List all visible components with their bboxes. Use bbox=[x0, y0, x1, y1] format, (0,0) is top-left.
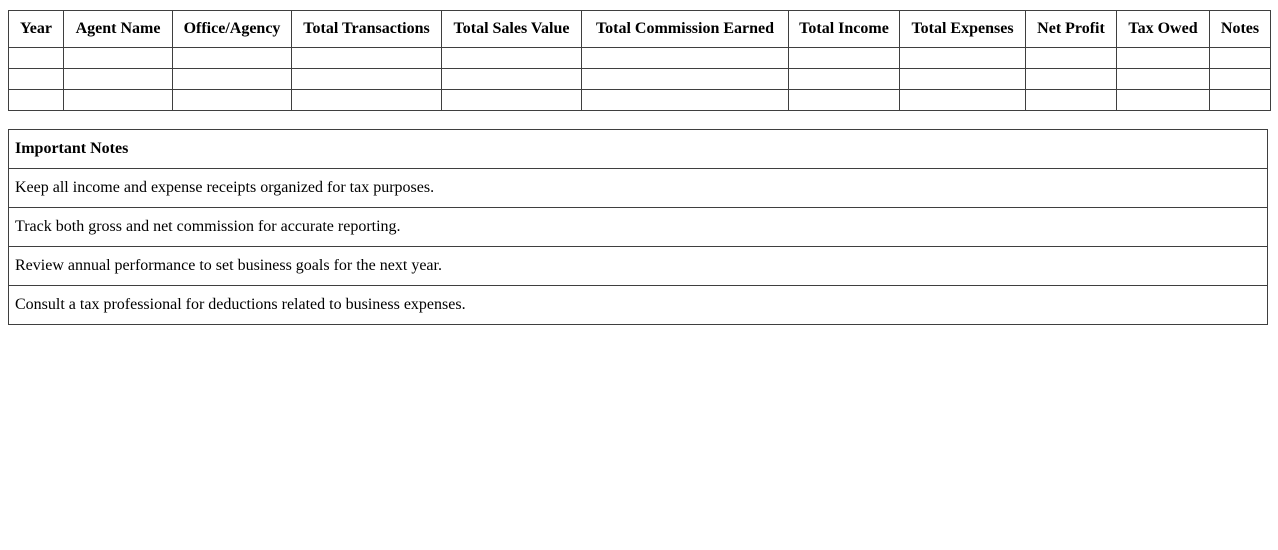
empty-cell bbox=[64, 48, 173, 69]
empty-cell bbox=[442, 69, 582, 90]
empty-cell bbox=[900, 48, 1026, 69]
empty-cell bbox=[789, 90, 900, 111]
column-header-total-commission-earned: Total Commission Earned bbox=[582, 11, 789, 48]
empty-cell bbox=[9, 48, 64, 69]
empty-cell bbox=[1117, 69, 1210, 90]
column-header-total-expenses: Total Expenses bbox=[900, 11, 1026, 48]
commission-empty-row bbox=[9, 90, 1271, 111]
empty-cell bbox=[900, 69, 1026, 90]
commission-header-row bbox=[9, 11, 1271, 48]
empty-cell bbox=[1026, 69, 1117, 90]
column-header-tax-owed: Tax Owed bbox=[1117, 11, 1210, 48]
empty-cell bbox=[292, 48, 442, 69]
empty-cell bbox=[64, 69, 173, 90]
empty-cell bbox=[9, 90, 64, 111]
column-header-total-sales-value: Total Sales Value bbox=[442, 11, 582, 48]
empty-cell bbox=[442, 48, 582, 69]
note-row bbox=[9, 247, 1268, 286]
note-row bbox=[9, 286, 1268, 325]
column-header-agent-name: Agent Name bbox=[64, 11, 173, 48]
column-header-year: Year bbox=[9, 11, 64, 48]
column-header-office-agency: Office/Agency bbox=[173, 11, 292, 48]
notes-table-title: Important Notes bbox=[9, 130, 1268, 169]
note-row bbox=[9, 208, 1268, 247]
column-header-net-profit: Net Profit bbox=[1026, 11, 1117, 48]
empty-cell bbox=[900, 90, 1026, 111]
column-header-notes: Notes bbox=[1210, 11, 1271, 48]
note-text: Track both gross and net commission for accurate reporting. bbox=[9, 208, 1268, 247]
note-text: Consult a tax professional for deductions related to business expenses. bbox=[9, 286, 1268, 325]
empty-cell bbox=[582, 48, 789, 69]
empty-cell bbox=[173, 90, 292, 111]
important-notes-table bbox=[8, 129, 1268, 325]
empty-cell bbox=[173, 48, 292, 69]
empty-cell bbox=[1117, 90, 1210, 111]
column-header-total-income: Total Income bbox=[789, 11, 900, 48]
column-header-total-transactions: Total Transactions bbox=[292, 11, 442, 48]
commission-empty-row bbox=[9, 48, 1271, 69]
empty-cell bbox=[64, 90, 173, 111]
commission-summary-table bbox=[8, 10, 1271, 111]
empty-cell bbox=[173, 69, 292, 90]
empty-cell bbox=[292, 69, 442, 90]
empty-cell bbox=[1117, 48, 1210, 69]
empty-cell bbox=[1210, 69, 1271, 90]
empty-cell bbox=[1210, 90, 1271, 111]
empty-cell bbox=[442, 90, 582, 111]
note-row bbox=[9, 169, 1268, 208]
empty-cell bbox=[1210, 48, 1271, 69]
note-text: Keep all income and expense receipts organized for tax purposes. bbox=[9, 169, 1268, 208]
empty-cell bbox=[292, 90, 442, 111]
empty-cell bbox=[1026, 48, 1117, 69]
empty-cell bbox=[789, 69, 900, 90]
notes-header-row bbox=[9, 130, 1268, 169]
commission-empty-row bbox=[9, 69, 1271, 90]
empty-cell bbox=[9, 69, 64, 90]
note-text: Review annual performance to set business goals for the next year. bbox=[9, 247, 1268, 286]
empty-cell bbox=[1026, 90, 1117, 111]
empty-cell bbox=[582, 69, 789, 90]
empty-cell bbox=[789, 48, 900, 69]
empty-cell bbox=[582, 90, 789, 111]
